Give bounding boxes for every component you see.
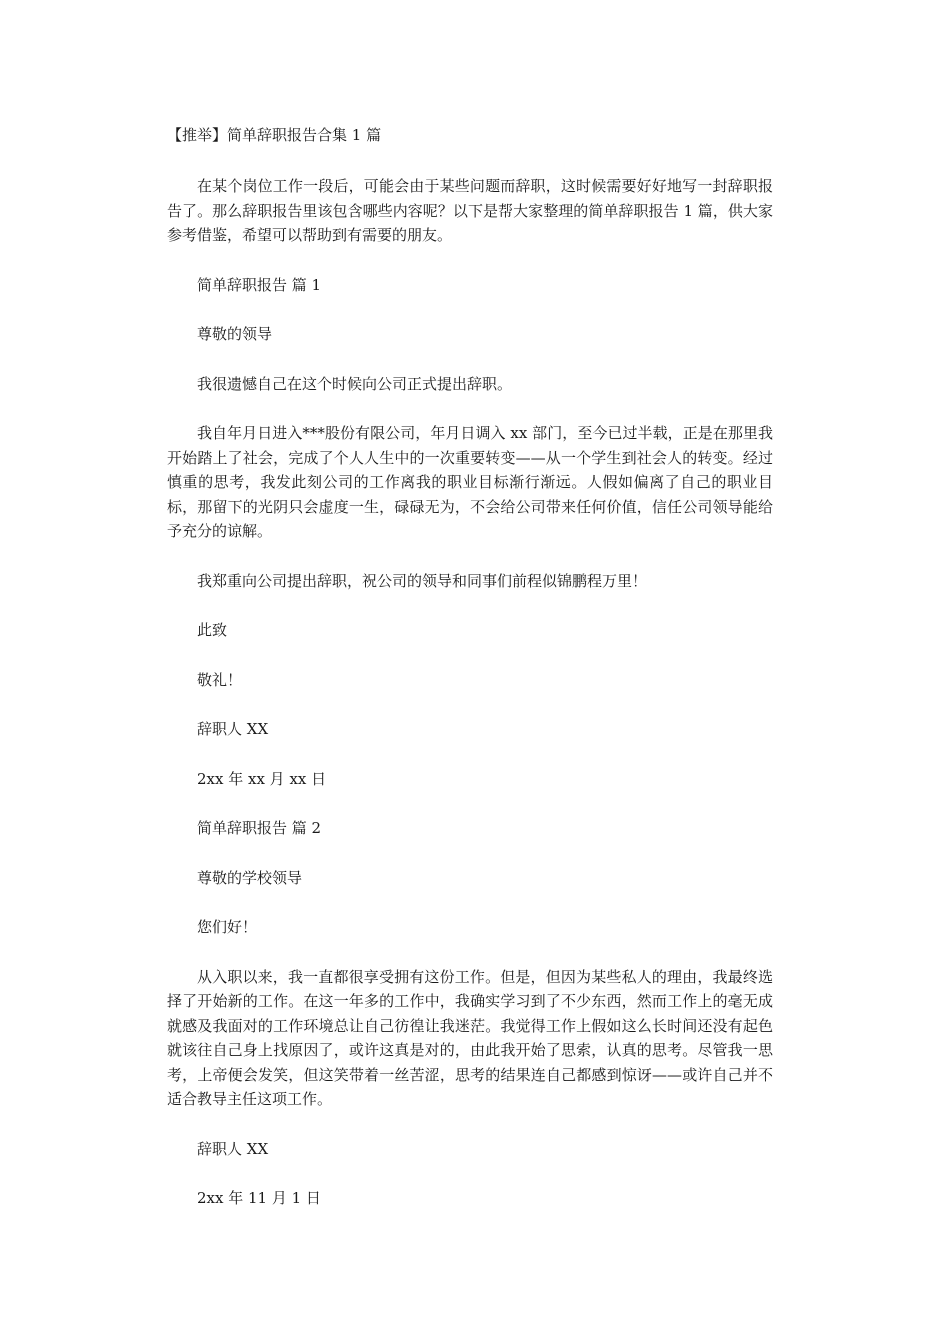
body-paragraph: 从入职以来，我一直都很享受拥有这份工作。但是，但因为某些私人的理由，我最终选择了开始新的工作。在这一年多的工作中，我确实学习到了不少东西，然而工作上的毫无成就感及我面对的工作环境总让自己彷徨让我迷茫。我觉得工作上假如这么长时间还没有起色就该往自己身上找原因了，或许这真是对的，由此我开始了思索，认真的思考。尽管我一思考，上帝便会发笑，但这笑带着一丝苦涩，思考的结果连自己都感到惊讶——或许自己并不适合教导主任这项工作。 [167,967,773,1108]
document-title: 【推举】简单辞职报告合集 1 篇 [167,126,382,144]
salutation-1: 尊敬的领导 [197,325,273,343]
signature-line: 辞职人 XX [197,720,269,738]
intro-paragraph: 在某个岗位工作一段后，可能会由于某些问题而辞职，这时候需要好好地写一封辞职报告了。那么辞职报告里该包含哪些内容呢？以下是帮大家整理的简单辞职报告 1 篇，供大家参考借鉴，希望可以帮助到有需要的朋友。 [167,177,773,244]
body-paragraph: 我很遗憾自己在这个时候向公司正式提出辞职。 [197,374,513,393]
section-heading-2: 简单辞职报告 篇 2 [197,819,322,837]
date-line: 2xx 年 xx 月 xx 日 [197,769,327,788]
closing-line: 此致 [197,621,228,639]
document-page [167,124,773,1236]
greeting-line: 您们好！ [197,918,258,936]
signature-line: 辞职人 XX [197,1139,269,1158]
body-paragraph: 我自年月日进入***股份有限公司，年月日调入 xx 部门，至今已过半载，正是在那里我开始踏上了社会，完成了个人人生中的一次重要转变——从一个学生到社会人的转变。经过慎重的思考，我发此刻公司的工作离我的职业目标渐行渐远。人假如偏离了自己的职业目标，那留下的光阴只会虚度一生，碌碌无为，不会给公司带来任何价值，信任公司领导能给予充分的谅解。 [167,424,773,540]
body-paragraph: 我郑重向公司提出辞职，祝公司的领导和同事们前程似锦鹏程万里！ [197,571,648,590]
section-heading-1: 简单辞职报告 篇 1 [197,275,322,294]
closing-line: 敬礼！ [197,670,243,689]
salutation-2: 尊敬的学校领导 [197,868,303,887]
date-line: 2xx 年 11 月 1 日 [197,1189,321,1207]
